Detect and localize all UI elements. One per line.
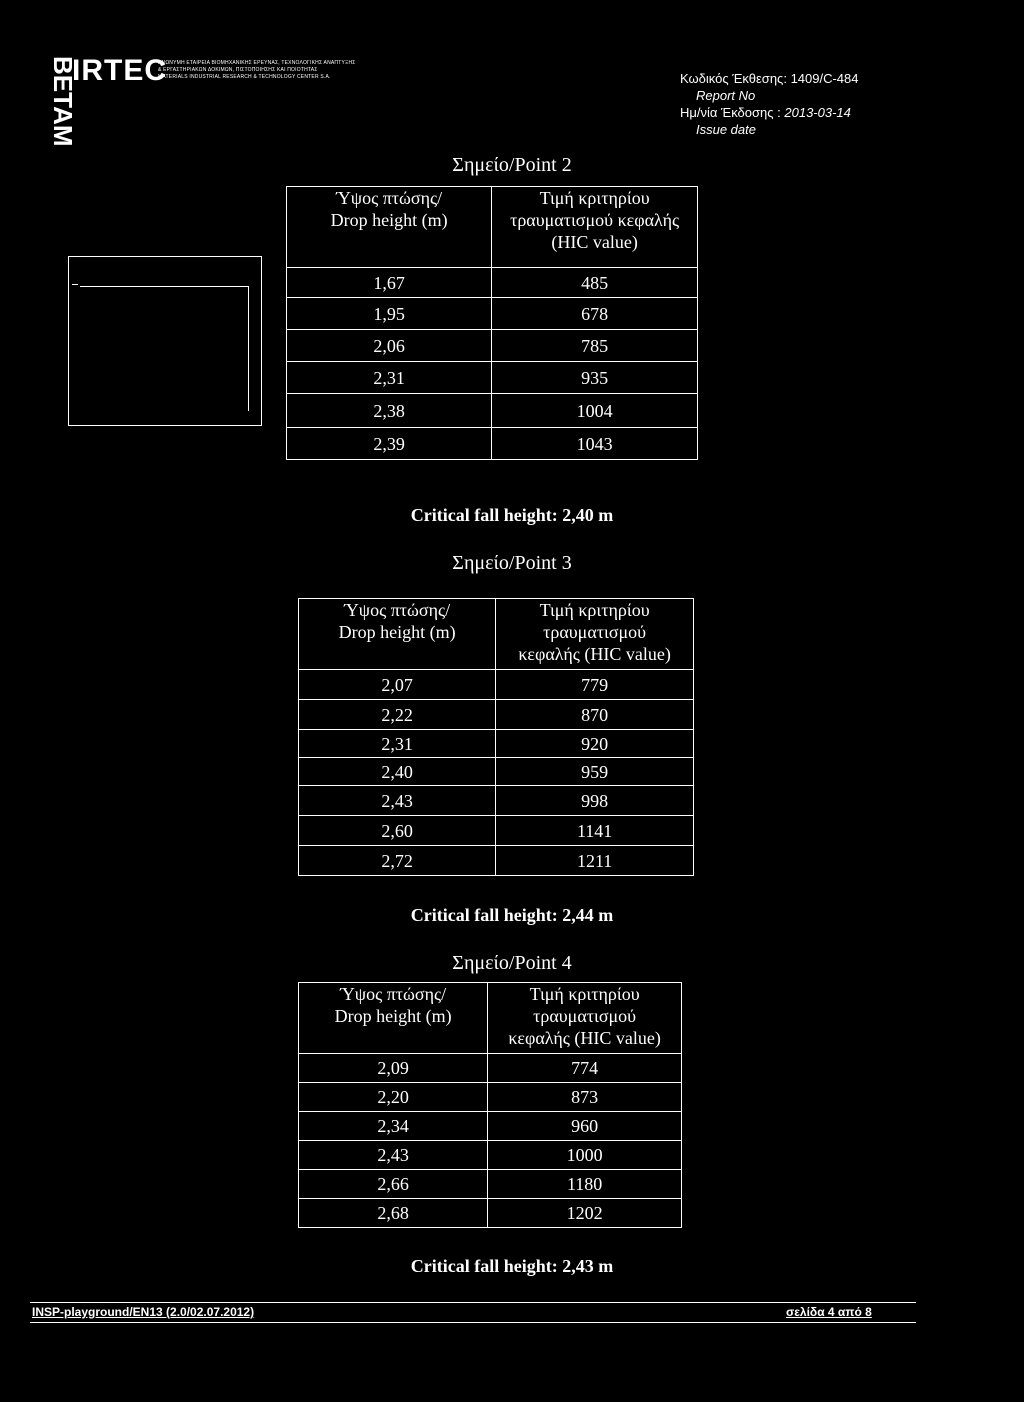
report-no-label-en: Report No (696, 88, 756, 103)
table-row (299, 670, 694, 700)
hic-value-cell: 920 (496, 730, 694, 758)
hic-value-cell: 870 (496, 700, 694, 730)
point-2-table (286, 186, 698, 460)
table-header-row (299, 983, 682, 1054)
image-frame-dash (72, 284, 78, 285)
hic-value-cell: 678 (492, 298, 698, 330)
drop-height-cell: 2,72 (299, 846, 496, 876)
hic-value-cell: 1043 (492, 428, 698, 460)
table-header-row (299, 599, 694, 670)
hic-value-cell: 873 (488, 1083, 682, 1112)
drop-height-cell: 2,31 (287, 362, 492, 394)
drop-height-header: Ύψος πτώσης/ Drop height (m) (299, 599, 496, 670)
drop-height-cell: 2,22 (299, 700, 496, 730)
drop-height-cell: 1,95 (287, 298, 492, 330)
report-info (680, 70, 859, 138)
drop-height-header: Ύψος πτώσης/ Drop height (m) (299, 983, 488, 1054)
hic-value-cell: 485 (492, 268, 698, 298)
hic-value-cell: 779 (496, 670, 694, 700)
hic-value-cell: 1180 (488, 1170, 682, 1199)
table-row (287, 330, 698, 362)
drop-height-cell: 2,43 (299, 1141, 488, 1170)
table-row (299, 1141, 682, 1170)
point-4-heading: Σημείο/Point 4 (452, 952, 572, 974)
report-no-label: Κωδικός Έκθεσης: (680, 71, 787, 86)
image-frame-inner (80, 286, 249, 411)
footer-document-code: INSP-playground/EN13 (2.0/02.07.2012) (32, 1305, 255, 1319)
hic-value-cell: 1004 (492, 394, 698, 428)
hic-value-cell: 998 (496, 786, 694, 816)
drop-height-cell: 2,66 (299, 1170, 488, 1199)
hic-value-header: Τιμή κριτηρίου τραυματισμού κεφαλής (HIC value) (496, 599, 694, 670)
drop-height-cell: 2,09 (299, 1054, 488, 1083)
hic-value-cell: 785 (492, 330, 698, 362)
drop-height-header: Ύψος πτώσης/ Drop height (m) (287, 187, 492, 268)
org-line-1: ΑΝΩΝΥΜΗ ΕΤΑΙΡΕΙΑ ΒΙΟΜΗΧΑΝΙΚΗΣ ΕΡΕΥΝΑΣ, ΤΕΧΝΟΛΟΓΙΚΗΣ ΑΝΑΠΤΥΞΗΣ (158, 60, 356, 66)
org-line-2: & ΕΡΓΑΣΤΗΡΙΑΚΩΝ ΔΟΚΙΜΩΝ, ΠΙΣΤΟΠΟΙΗΣΗΣ ΚΑΙ ΠΟΙΟΤΗΤΑΣ (158, 67, 318, 73)
table-row (299, 1199, 682, 1228)
table-row (299, 816, 694, 846)
footer-rule-bottom (30, 1322, 916, 1323)
table-row (299, 846, 694, 876)
drop-height-cell: 2,34 (299, 1112, 488, 1141)
hic-value-cell: 774 (488, 1054, 682, 1083)
table-row (299, 1112, 682, 1141)
table-row (299, 730, 694, 758)
drop-height-cell: 2,31 (299, 730, 496, 758)
drop-height-cell: 2,40 (299, 758, 496, 786)
hic-value-cell: 1000 (488, 1141, 682, 1170)
hic-value-cell: 959 (496, 758, 694, 786)
drop-height-cell: 2,06 (287, 330, 492, 362)
table-row (299, 1054, 682, 1083)
betam-logo-text: BETAM (48, 56, 78, 147)
table-row (287, 428, 698, 460)
point-3-heading: Σημείο/Point 3 (452, 552, 572, 574)
hic-value-cell: 960 (488, 1112, 682, 1141)
table-row (299, 1083, 682, 1112)
table-row (299, 758, 694, 786)
point-3-table (298, 598, 694, 876)
table-row (287, 362, 698, 394)
drop-height-cell: 2,20 (299, 1083, 488, 1112)
table-row (299, 786, 694, 816)
hic-value-cell: 1202 (488, 1199, 682, 1228)
point-4-critical-height: Critical fall height: 2,43 m (410, 1256, 614, 1276)
point-3-critical-height: Critical fall height: 2,44 m (410, 905, 614, 925)
footer-page-number: σελίδα 4 από 8 (786, 1305, 872, 1319)
table-row (287, 298, 698, 330)
table-row (287, 268, 698, 298)
table-row (287, 394, 698, 428)
drop-height-cell: 2,39 (287, 428, 492, 460)
drop-height-cell: 2,68 (299, 1199, 488, 1228)
hic-value-cell: 1211 (496, 846, 694, 876)
footer-rule-top (30, 1302, 916, 1303)
org-line-3: MATERIALS INDUSTRIAL RESEARCH & TECHNOLOGY CENTER S.A. (158, 74, 331, 80)
issue-date-label-en: Issue date (696, 122, 756, 137)
drop-height-cell: 1,67 (287, 268, 492, 298)
organization-name (158, 60, 368, 81)
hic-value-cell: 935 (492, 362, 698, 394)
report-no-value: 1409/C-484 (790, 71, 859, 86)
hic-value-header: Τιμή κριτηρίου τραυματισμού κεφαλής (HIC value) (488, 983, 682, 1054)
hic-value-cell: 1141 (496, 816, 694, 846)
drop-height-cell: 2,38 (287, 394, 492, 428)
table-row (299, 700, 694, 730)
drop-height-cell: 2,43 (299, 786, 496, 816)
point-2-critical-height: Critical fall height: 2,40 m (410, 505, 614, 525)
drop-height-cell: 2,07 (299, 670, 496, 700)
table-header-row (287, 187, 698, 268)
irtec-logo: IRTEC (72, 54, 167, 87)
table-row (299, 1170, 682, 1199)
issue-date-value: 2013-03-14 (784, 105, 851, 120)
hic-value-header: Τιμή κριτηρίου τραυματισμού κεφαλής (HIC value) (492, 187, 698, 268)
issue-date-label: Ημ/νία Έκδοσης : (680, 105, 781, 120)
point-2-heading: Σημείο/Point 2 (452, 154, 572, 176)
drop-height-cell: 2,60 (299, 816, 496, 846)
point-4-table (298, 982, 682, 1228)
